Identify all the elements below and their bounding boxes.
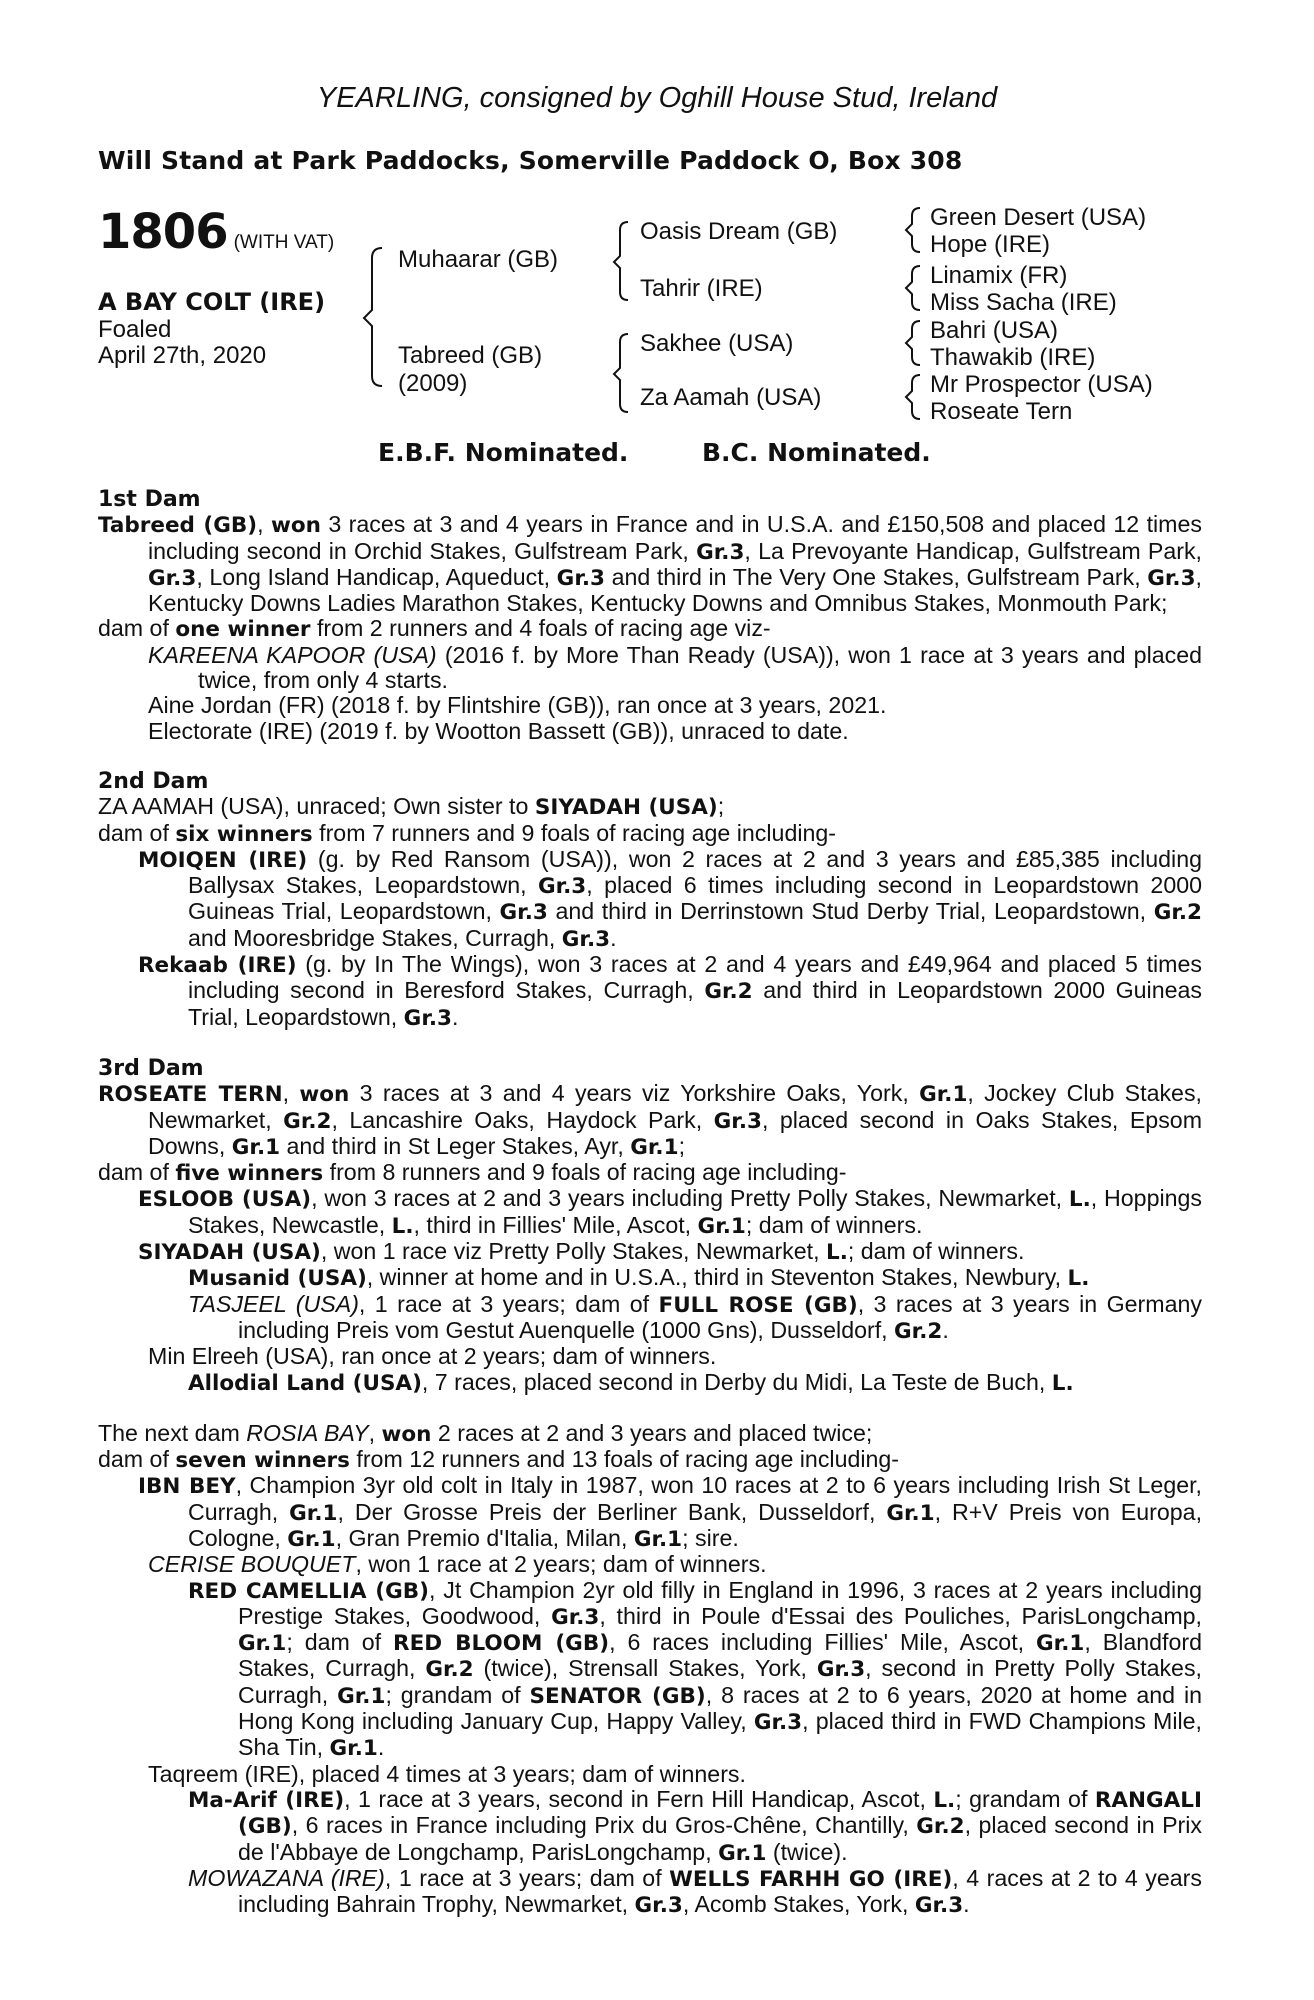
dam4-record: The next dam ROSIA BAY, won 2 races at 2 and 3 years and placed twice; [98,1419,873,1447]
dam3-grandproduce-1: Musanid (USA), winner at home and in U.S.A., third in Steventon Stakes, Newbury, L. [188,1264,1090,1292]
foaled-date: April 27th, 2020 [98,342,267,369]
dam1-produce-2: Aine Jordan (FR) (2018 f. by Flintshire (GB)), ran once at 3 years, 2021. [148,692,887,719]
pedigree-g5: Bahri (USA) [930,317,1059,344]
pedigree-sire: Muhaarar (GB) [398,246,559,273]
dam4-grandproduce-2: Ma-Arif (IRE), 1 race at 3 years, second in Fern Hill Handicap, Ascot, L.; grandam of RANGALI (GB), 6 races in France including Prix du Gros-Chêne, Chantilly, Gr.2, placed second in Prix de l'Abbaye de Longchamp, ParisLongchamp, Gr.1 (twice). [188,1785,1202,1866]
dam3-grandproduce-3: Allodial Land (USA), 7 races, placed second in Derby du Midi, La Teste de Buch, L. [188,1368,1074,1396]
pedigree-notes [98,487,1202,1918]
dam4-produce-1: IBN BEY, Champion 3yr old colt in Italy in 1987, won 10 races at 2 to 6 years including Irish St Leger, Curragh, Gr.1, Der Grosse Preis der Berliner Bank, Dusseldorf, Gr.1, R+V Preis von Europa, Cologne, Gr.1, Gran Premio d'Italia, Milan, Gr.1; sire. [138,1472,1203,1552]
dam2-produce-1: MOIQEN (IRE) (g. by Red Ransom (USA)), won 2 races at 2 and 3 years and £85,385 including Ballysax Stakes, Leopardstown, Gr.3, placed 6 times including second in Leopardstown 2000 Guineas Trial, Leopardstown, Gr.3 and third in Derrinstown Stud Derby Trial, Leopardstown, Gr.2 and Mooresbridge Stakes, Curragh, Gr.3. [138,845,1203,952]
dam4-grandproduce-3: MOWAZANA (IRE), 1 race at 3 years; dam of WELLS FARHH GO (IRE), 4 races at 2 to 4 years including Bahrain Trophy, Newmarket, Gr.3, Acomb Stakes, York, Gr.3. [188,1864,1202,1919]
pedigree-dam-dam: Za Aamah (USA) [640,384,822,411]
pedigree-g1: Green Desert (USA) [930,204,1147,231]
dam4-produce-summary: dam of seven winners from 12 runners and 13 foals of racing age including- [98,1446,900,1474]
dam3-grandproduce-2: TASJEEL (USA), 1 race at 3 years; dam of FULL ROSE (GB), 3 races at 3 years in Germany including Preis vom Gestut Auenquelle (1000 Gns), Dusseldorf, Gr.2. [188,1290,1202,1344]
pedigree-g3: Linamix (FR) [930,262,1068,289]
dam1-produce-summary: dam of one winner from 2 runners and 4 foals of racing age viz- [98,615,771,643]
dam4-grandproduce-1: RED CAMELLIA (GB), Jt Champion 2yr old filly in England in 1996, 3 races at 2 years including Prestige Stakes, Goodwood, Gr.3, third in Poule d'Essai des Pouliches, ParisLongchamp, Gr.1; dam of RED BLOOM (GB), 6 races including Fillies' Mile, Ascot, Gr.1, Blandford Stakes, Curragh, Gr.2 (twice), Strensall Stakes, York, Gr.3, second in Pretty Polly Stakes, Curragh, Gr.1; grandam of SENATOR (GB), 8 races at 2 to 6 years, 2020 at home and in Hong Kong including January Cup, Happy Valley, Gr.3, placed third in FWD Champions Mile, Sha Tin, Gr.1. [188,1576,1203,1762]
dam3-produce-1: ESLOOB (USA), won 3 races at 2 and 3 years including Pretty Polly Stakes, Newmarket, L., Hoppings Stakes, Newcastle, L., third in Fillies' Mile, Ascot, Gr.1; dam of winners. [138,1185,1202,1239]
bc-nominated: B.C. Nominated. [702,438,931,467]
pedigree-sire-dam: Tahrir (IRE) [640,275,763,302]
section-heading-3rd-dam: 3rd Dam [98,1055,204,1081]
dam3-produce-summary: dam of five winners from 8 runners and 9 foals of racing age including- [98,1159,847,1187]
vat-note: (WITH VAT) [233,232,335,253]
dam2-record: ZA AAMAH (USA), unraced; Own sister to SIYADAH (USA); [98,793,725,821]
dam2-produce-2: Rekaab (IRE) (g. by In The Wings), won 3 races at 2 and 4 years and £49,964 and placed 5 times including second in Beresford Stakes, Curragh, Gr.2 and third in Leopardstown 2000 Guineas Trial, Leopardstown, Gr.3. [138,951,1202,1031]
horse-name: A BAY COLT (IRE) [98,288,326,316]
pedigree-dam-sire: Sakhee (USA) [640,330,794,357]
pedigree-g6: Thawakib (IRE) [930,344,1096,371]
pedigree-dam-year: (2009) [398,370,468,397]
lot-number-block [98,204,334,260]
dam1-record: Tabreed (GB), won 3 races at 3 and 4 years in France and in U.S.A. and £150,508 and placed 12 times including second in Orchid Stakes, Gulfstream Park, Gr.3, La Prevoyante Handicap, Gulfstream Park, Gr.3, Long Island Handicap, Aqueduct, Gr.3 and third in The Very One Stakes, Gulfstream Park, Gr.3, Kentucky Downs Ladies Marathon Stakes, Kentucky Downs and Omnibus Stakes, Monmouth Park; [98,511,1203,617]
dam3-produce-2: SIYADAH (USA), won 1 race viz Pretty Polly Stakes, Newmarket, L.; dam of winners. [138,1238,1025,1266]
dam3-produce-3: Min Elreeh (USA), ran once at 2 years; dam of winners. [148,1343,717,1370]
pedigree-g8: Roseate Tern [930,398,1073,425]
section-heading-2nd-dam: 2nd Dam [98,768,209,794]
foaled-label: Foaled [98,316,172,343]
dam4-produce-3: Taqreem (IRE), placed 4 times at 3 years; dam of winners. [148,1760,746,1787]
pedigree-dam: Tabreed (GB) [398,342,543,369]
dam3-record: ROSEATE TERN, won 3 races at 3 and 4 years viz Yorkshire Oaks, York, Gr.1, Jockey Club Stakes, Newmarket, Gr.2, Lancashire Oaks, Haydock Park, Gr.3, placed second in Oaks Stakes, Epsom Downs, Gr.1 and third in St Leger Stakes, Ayr, Gr.1; [98,1080,1203,1160]
page-header: YEARLING, consigned by Oghill House Stud, Ireland [316,82,998,114]
dam1-produce-1: KAREENA KAPOOR (USA) (2016 f. by More Than Ready (USA)), won 1 race at 3 years and placed twice, from only 4 starts. [148,641,1203,694]
dam2-produce-summary: dam of six winners from 7 runners and 9 foals of racing age including- [98,819,837,847]
section-heading-1st-dam: 1st Dam [98,487,201,512]
ebf-nominated: E.B.F. Nominated. [378,438,629,467]
pedigree-g7: Mr Prospector (USA) [930,371,1153,398]
pedigree-sire-sire: Oasis Dream (GB) [640,218,838,245]
stand-location: Will Stand at Park Paddocks, Somerville Paddock O, Box 308 [98,146,963,175]
dam1-produce-3: Electorate (IRE) (2019 f. by Wootton Bassett (GB)), unraced to date. [148,717,849,744]
lot-number: 1806 [98,204,228,260]
pedigree-g4: Miss Sacha (IRE) [930,289,1117,316]
dam4-produce-2: CERISE BOUQUET, won 1 race at 2 years; dam of winners. [148,1551,767,1578]
pedigree-g2: Hope (IRE) [930,231,1051,258]
